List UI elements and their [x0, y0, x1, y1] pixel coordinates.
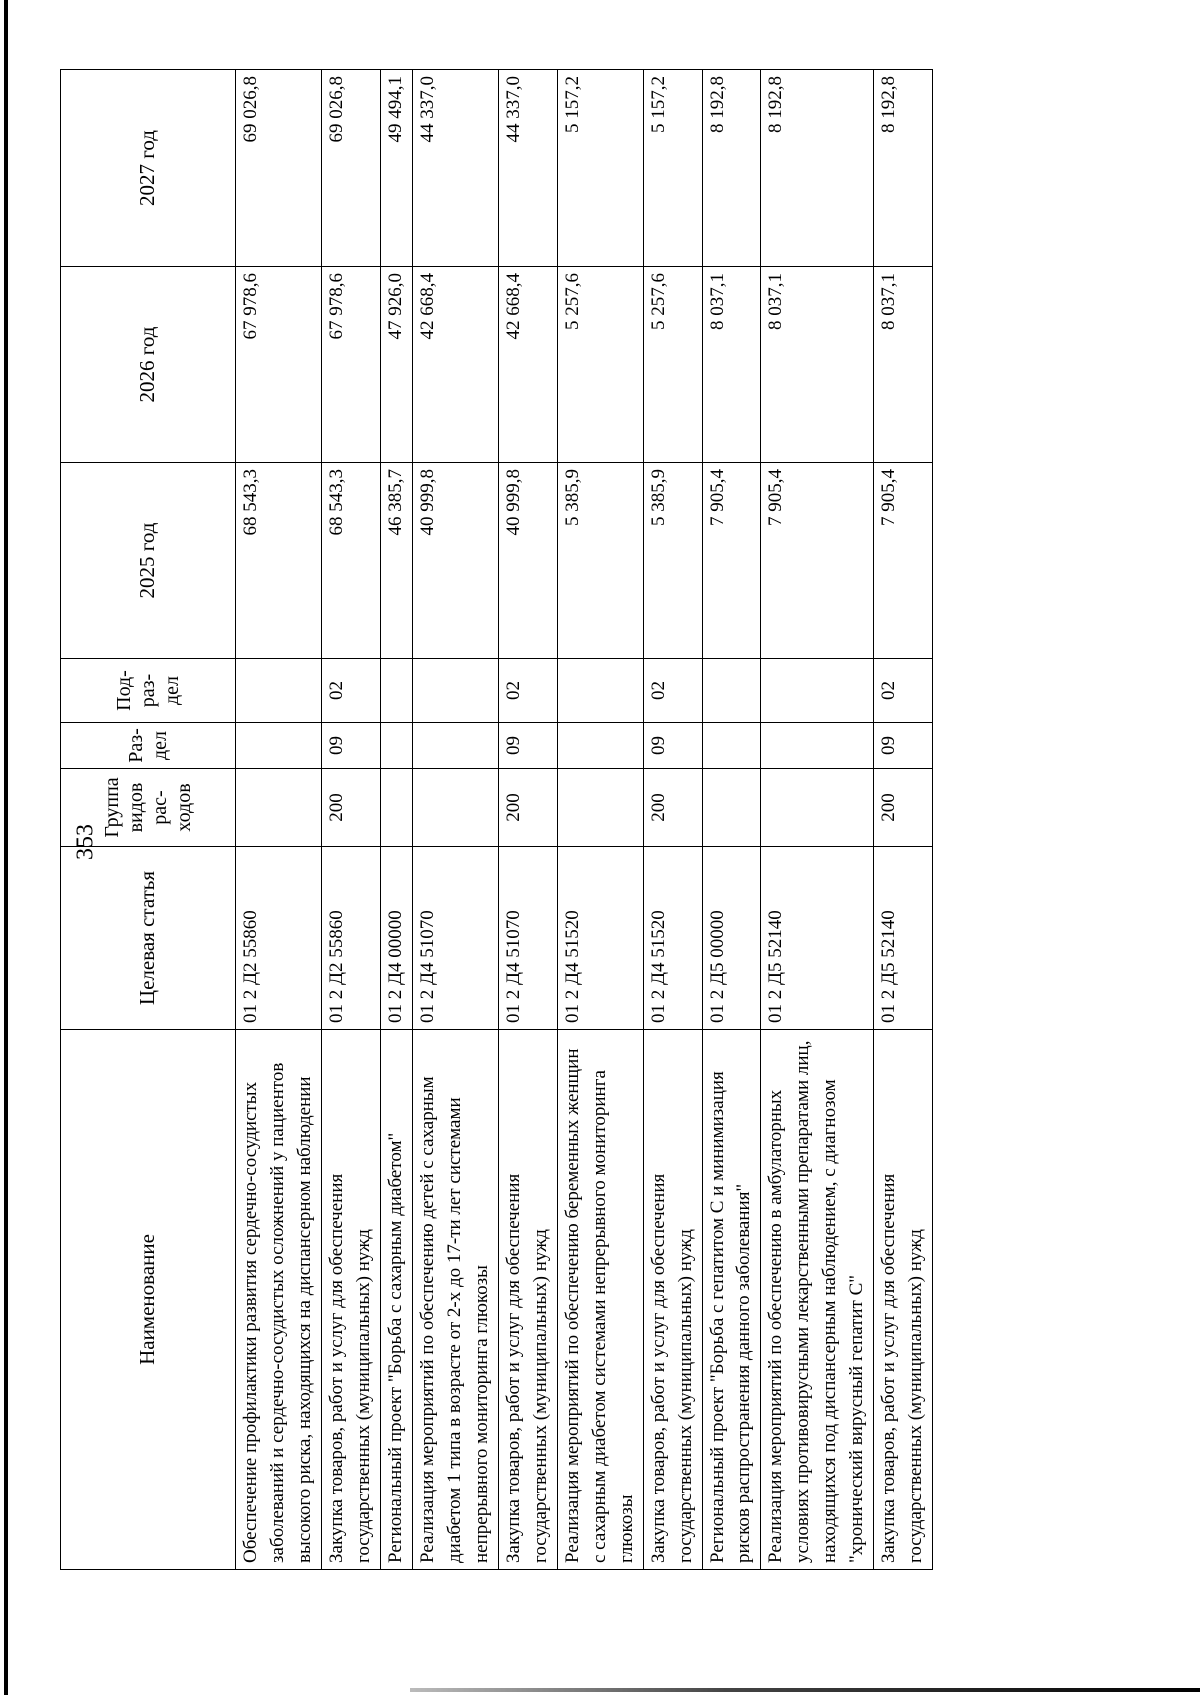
- page-number: 353: [72, 824, 99, 860]
- cell-group: [380, 769, 412, 847]
- cell-name: Реализация мероприятий по обеспечению беременных женщин с сахарным диабетом системами непрерывного мониторинга глюкозы: [557, 1030, 643, 1570]
- cell-razdel: 09: [498, 723, 557, 769]
- cell-2025: 7 905,4: [702, 463, 761, 659]
- cell-target: 01 2 Д4 00000: [380, 847, 412, 1030]
- cell-2027: 8 192,8: [874, 70, 933, 267]
- table-row: [236, 70, 322, 1570]
- header-name: Наименование: [61, 1030, 236, 1570]
- header-2025: 2025 год: [61, 463, 236, 659]
- cell-group: [557, 769, 643, 847]
- cell-group: 200: [321, 769, 380, 847]
- cell-razdel: 09: [321, 723, 380, 769]
- cell-name: Закупка товаров, работ и услуг для обеспечения государственных (муниципальных) нужд: [321, 1030, 380, 1570]
- cell-target: 01 2 Д5 00000: [702, 847, 761, 1030]
- cell-target: 01 2 Д4 51070: [498, 847, 557, 1030]
- cell-2027: 8 192,8: [761, 70, 874, 267]
- scan-bottom-edge: [410, 1688, 1200, 1692]
- table-body: [236, 70, 933, 1570]
- cell-2025: 46 385,7: [380, 463, 412, 659]
- budget-table: [60, 69, 933, 1570]
- cell-razdel: [761, 723, 874, 769]
- cell-podrazdel: [761, 659, 874, 723]
- cell-group: 200: [498, 769, 557, 847]
- cell-podrazdel: [412, 659, 498, 723]
- cell-2026: 5 257,6: [643, 267, 702, 463]
- cell-2026: 8 037,1: [761, 267, 874, 463]
- header-2027: 2027 год: [61, 70, 236, 267]
- table-row: [380, 70, 412, 1570]
- cell-podrazdel: 02: [643, 659, 702, 723]
- cell-razdel: 09: [874, 723, 933, 769]
- cell-2025: 5 385,9: [643, 463, 702, 659]
- cell-2027: 69 026,8: [236, 70, 322, 267]
- cell-2025: 68 543,3: [236, 463, 322, 659]
- cell-2026: 42 668,4: [498, 267, 557, 463]
- cell-group: 200: [874, 769, 933, 847]
- cell-razdel: 09: [643, 723, 702, 769]
- cell-target: 01 2 Д2 55860: [236, 847, 322, 1030]
- cell-podrazdel: [236, 659, 322, 723]
- cell-2027: 5 157,2: [643, 70, 702, 267]
- table-row: [412, 70, 498, 1570]
- cell-name: Реализация мероприятий по обеспечению в амбулаторных условиях противовирусными лекарственными препаратами лиц, находящихся под диспансерным наблюдением, с диагнозом "хронический вирусный гепатит С": [761, 1030, 874, 1570]
- cell-podrazdel: [702, 659, 761, 723]
- cell-target: 01 2 Д2 55860: [321, 847, 380, 1030]
- table-row: [321, 70, 380, 1570]
- cell-group: [702, 769, 761, 847]
- header-target: Целевая статья: [61, 847, 236, 1030]
- cell-razdel: [380, 723, 412, 769]
- table-row: [498, 70, 557, 1570]
- cell-2026: 67 978,6: [236, 267, 322, 463]
- cell-2025: 5 385,9: [557, 463, 643, 659]
- rotated-table-wrapper: [60, 70, 1140, 1570]
- cell-2026: 67 978,6: [321, 267, 380, 463]
- cell-razdel: [702, 723, 761, 769]
- cell-2025: 7 905,4: [761, 463, 874, 659]
- header-podrazdel: Под-раз-дел: [61, 659, 236, 723]
- cell-name: Закупка товаров, работ и услуг для обеспечения государственных (муниципальных) нужд: [874, 1030, 933, 1570]
- cell-target: 01 2 Д5 52140: [761, 847, 874, 1030]
- cell-target: 01 2 Д4 51520: [643, 847, 702, 1030]
- cell-2027: 5 157,2: [557, 70, 643, 267]
- header-row: [61, 70, 236, 1570]
- cell-target: 01 2 Д4 51070: [412, 847, 498, 1030]
- cell-2026: 8 037,1: [702, 267, 761, 463]
- cell-2026: 5 257,6: [557, 267, 643, 463]
- cell-podrazdel: 02: [874, 659, 933, 723]
- cell-podrazdel: 02: [498, 659, 557, 723]
- cell-razdel: [557, 723, 643, 769]
- cell-name: Региональный проект "Борьба с сахарным диабетом": [380, 1030, 412, 1570]
- table-row: [761, 70, 874, 1570]
- cell-2026: 47 926,0: [380, 267, 412, 463]
- table-header: [61, 70, 236, 1570]
- cell-target: 01 2 Д5 52140: [874, 847, 933, 1030]
- cell-2026: 8 037,1: [874, 267, 933, 463]
- cell-name: Реализация мероприятий по обеспечению детей с сахарным диабетом 1 типа в возрасте от 2-х до 17-ти лет системами непрерывного мониторинга глюкозы: [412, 1030, 498, 1570]
- header-razdel: Раз-дел: [61, 723, 236, 769]
- cell-group: [412, 769, 498, 847]
- cell-name: Закупка товаров, работ и услуг для обеспечения государственных (муниципальных) нужд: [643, 1030, 702, 1570]
- cell-target: 01 2 Д4 51520: [557, 847, 643, 1030]
- cell-name: Региональный проект "Борьба с гепатитом С и минимизация рисков распространения данного заболевания": [702, 1030, 761, 1570]
- cell-group: [761, 769, 874, 847]
- cell-2027: 49 494,1: [380, 70, 412, 267]
- cell-razdel: [412, 723, 498, 769]
- cell-podrazdel: [380, 659, 412, 723]
- cell-2025: 7 905,4: [874, 463, 933, 659]
- cell-name: Закупка товаров, работ и услуг для обеспечения государственных (муниципальных) нужд: [498, 1030, 557, 1570]
- header-2026: 2026 год: [61, 267, 236, 463]
- table-row: [557, 70, 643, 1570]
- cell-podrazdel: 02: [321, 659, 380, 723]
- cell-razdel: [236, 723, 322, 769]
- scan-left-border: [4, 0, 8, 1695]
- cell-podrazdel: [557, 659, 643, 723]
- cell-2027: 44 337,0: [412, 70, 498, 267]
- cell-group: [236, 769, 322, 847]
- cell-2025: 40 999,8: [412, 463, 498, 659]
- table-row: [874, 70, 933, 1570]
- cell-2027: 8 192,8: [702, 70, 761, 267]
- header-group: Группа видов рас-ходов: [61, 769, 236, 847]
- table-row: [702, 70, 761, 1570]
- cell-2025: 40 999,8: [498, 463, 557, 659]
- cell-2025: 68 543,3: [321, 463, 380, 659]
- cell-2027: 44 337,0: [498, 70, 557, 267]
- cell-group: 200: [643, 769, 702, 847]
- table-row: [643, 70, 702, 1570]
- cell-name: Обеспечение профилактики развития сердечно-сосудистых заболеваний и сердечно-сосудистых осложнений у пациентов высокого риска, находящихся на диспансерном наблюдении: [236, 1030, 322, 1570]
- cell-2027: 69 026,8: [321, 70, 380, 267]
- cell-2026: 42 668,4: [412, 267, 498, 463]
